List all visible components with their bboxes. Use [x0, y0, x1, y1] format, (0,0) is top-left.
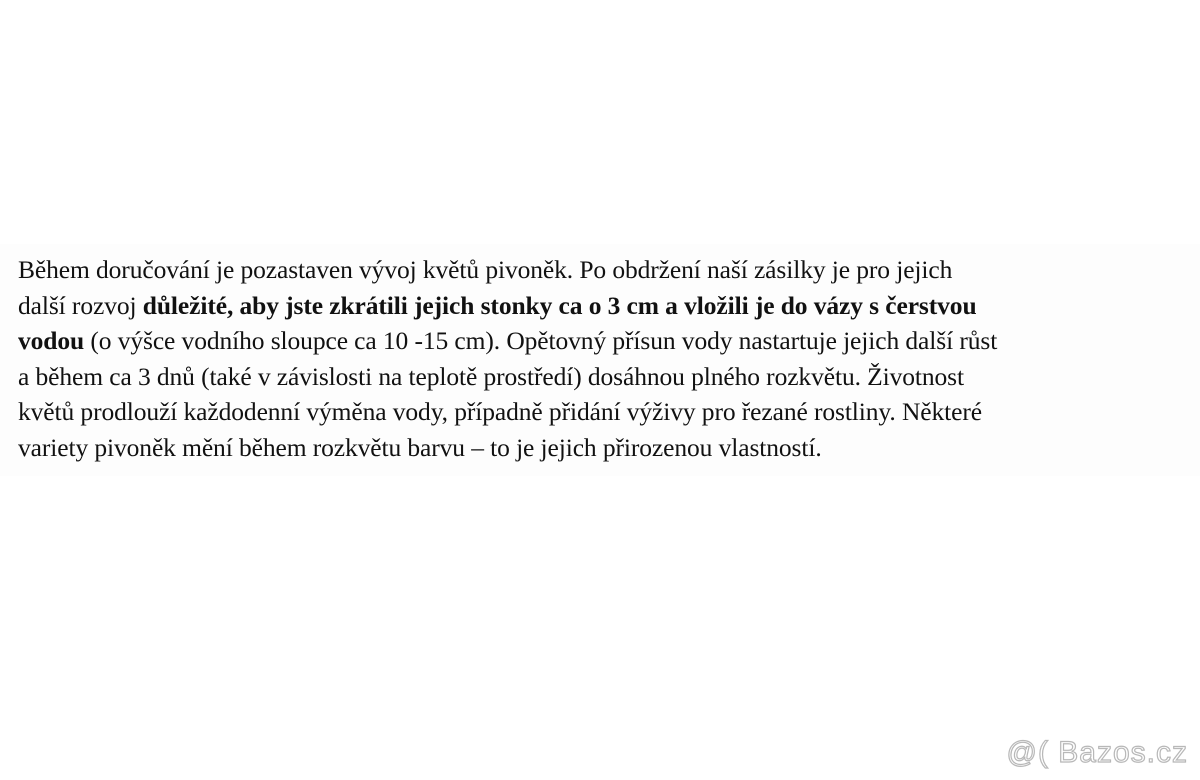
line-6-text: variety pivoněk mění během rozkvětu barvu – to je jejich přirozenou vlastností. [18, 432, 822, 462]
paragraph-line [18, 394, 1198, 430]
line-2-bold-text: důležité, aby jste zkrátili jejich stonky ca o 3 cm a vložili je do vázy s čerstvou [142, 290, 977, 320]
line-3-bold-text: vodou [18, 326, 85, 355]
paragraph-line [18, 430, 1198, 466]
line-1-text: Během doručování je pozastaven vývoj květů pivoněk. Po obdržení naší zásilky je pro jejich [18, 255, 953, 284]
paragraph-line [18, 252, 1198, 288]
care-instructions-paragraph [18, 252, 1198, 465]
paragraph-line [18, 323, 1198, 359]
line-4-text: a během ca 3 dnů (také v závislosti na teplotě prostředí) dosáhnou plného rozkvětu. Životnost [18, 361, 964, 391]
bazos-watermark: @( Bazos.cz [1006, 736, 1188, 769]
line-2-text: další rozvoj [18, 290, 143, 320]
paragraph-line [18, 288, 1198, 324]
line-3-text: (o výšce vodního sloupce ca 10 -15 cm). Opětovný přísun vody nastartuje jejich další růst [84, 326, 998, 355]
paragraph-line [18, 359, 1198, 395]
line-5-text: květů prodlouží každodenní výměna vody, případně přidání výživy pro řezané rostliny. Některé [18, 397, 982, 426]
